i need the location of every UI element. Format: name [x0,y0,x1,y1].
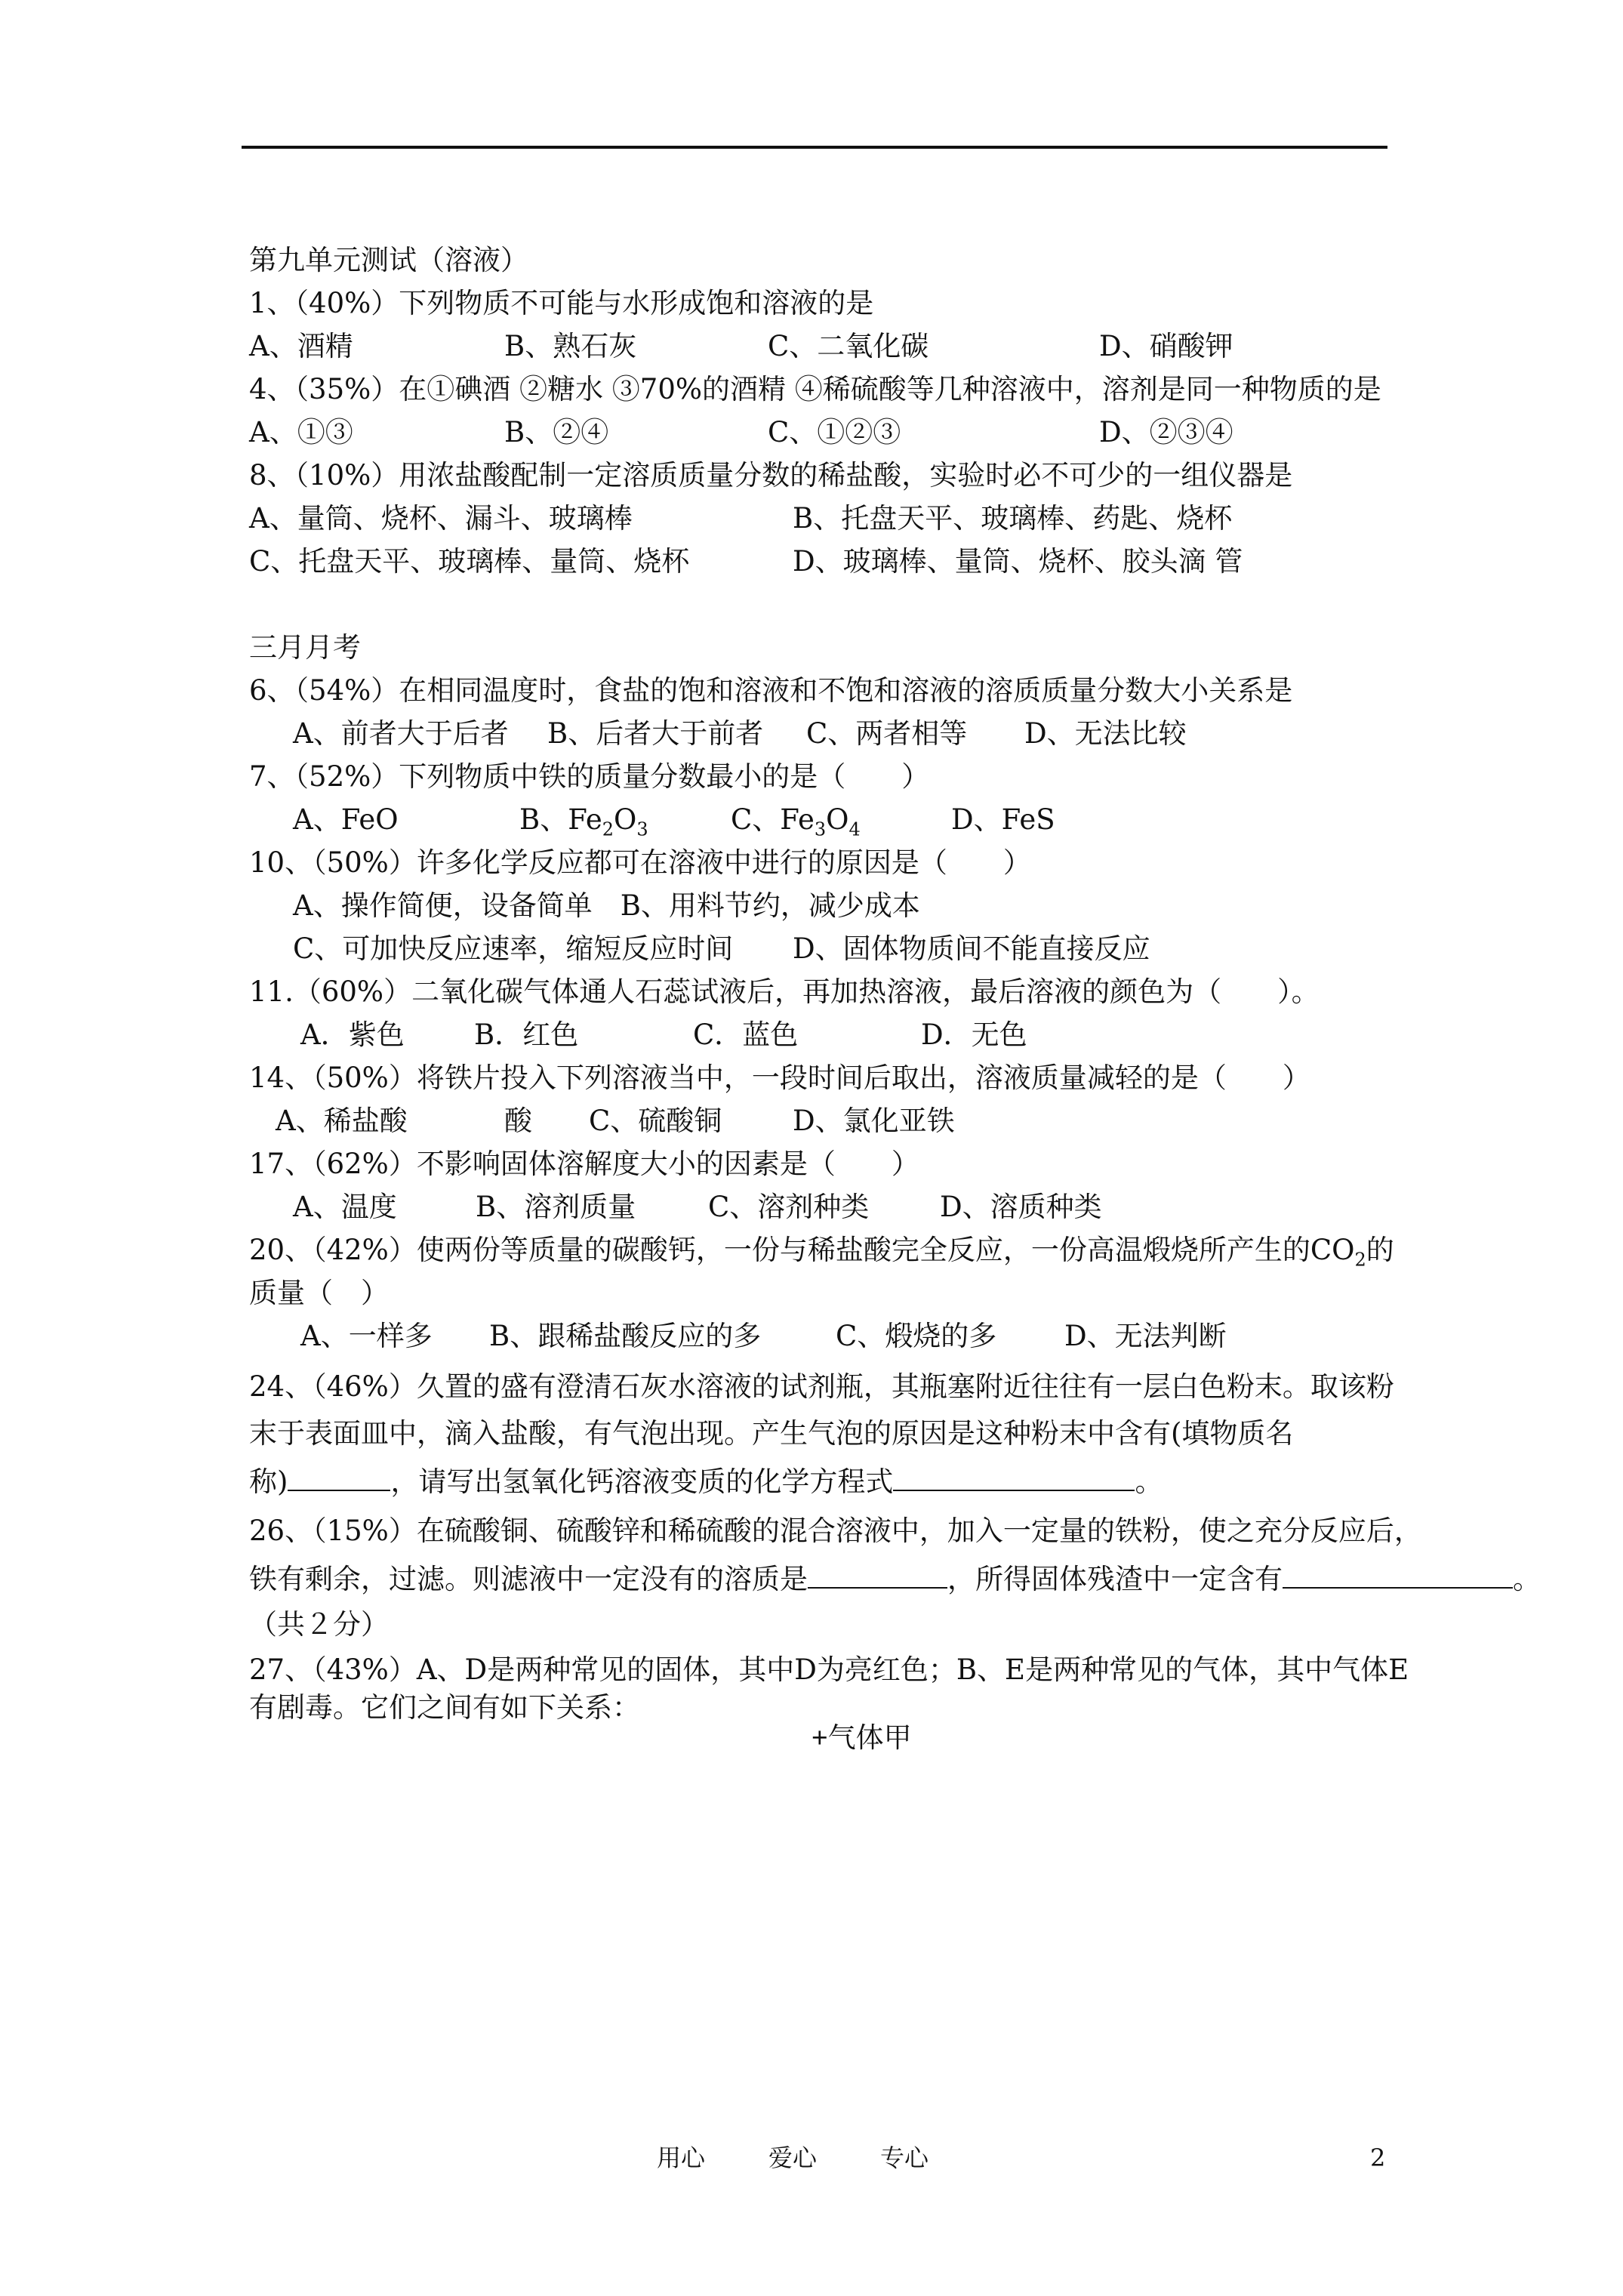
q4-option-a: A、①③ [249,416,353,448]
q6-option-d: D、无法比较 [1024,717,1187,750]
q10-option-c: C、可加快反应速率，缩短反应时间 [293,932,734,965]
question-27-line-2: 有剧毒。它们之间有如下关系： [249,1691,640,1724]
q17-option-c: C、溶剂种类 [708,1191,870,1223]
answer-blank[interactable] [1283,1561,1513,1589]
q4-option-c: C、①②③ [768,416,901,448]
question-26-line-1: 26、（15%）在硫酸铜、硫酸锌和稀硫酸的混合溶液中，加入一定量的铁粉，使之充分反应后， [249,1515,1422,1547]
q7-option-d: D、FeS [951,803,1055,836]
question-17-stem: 17、（62%）不影响固体溶解度大小的因素是（ ） [249,1148,919,1180]
question-8-stem: 8、（10%）用浓盐酸配制一定溶质质量分数的稀盐酸，实验时必不可少的一组仪器是 [249,459,1293,492]
q14-option-b: 酸 [504,1105,532,1137]
q1-option-c: C、二氧化碳 [768,330,929,362]
q1-option-d: D、硝酸钾 [1099,330,1233,362]
q6-option-b: B、后者大于前者 [547,717,764,750]
q8-option-d: D、玻璃棒、量筒、烧杯、胶头滴 管 [793,545,1243,578]
q7-option-b: B、$Fe_2O_3$ [519,803,648,840]
question-11-stem: 11.（60%）二氧化碳气体通人石蕊试液后，再加热溶液，最后溶液的颜色为（ ）。 [249,975,1320,1008]
q20-option-b: B、跟稀盐酸反应的多 [489,1320,762,1352]
q7-option-a: A、FeO [293,803,399,836]
q10-option-d: D、固体物质间不能直接反应 [793,932,1150,965]
question-7-stem: 7、（52%）下列物质中铁的质量分数最小的是（ ） [249,760,930,793]
question-27-line-1: 27、（43%）A、D是两种常见的固体，其中D为亮红色；B、E是两种常见的气体，其中气体E [249,1653,1409,1686]
q20-option-c: C、煅烧的多 [836,1320,997,1352]
q14-option-a: A、稀盐酸 [276,1105,408,1137]
section-title-march: 三月月考 [249,631,361,664]
q6-option-c: C、两者相等 [806,717,968,750]
q8-option-a: A、量筒、烧杯、漏斗、玻璃棒 [249,502,633,535]
q11-option-c: C．蓝色 [693,1019,799,1051]
q10-options-ab: A、操作简便，设备简单 B、用料节约，减少成本 [293,889,920,922]
question-4-stem: 4、（35%）在①碘酒 ②糖水 ③70%的酒精 ④稀硫酸等几种溶液中，溶剂是同一种物质的是 [249,373,1381,405]
q7-option-c: C、$Fe_3O_4$ [731,803,861,840]
reaction-label-gas: +气体甲 [812,1722,912,1753]
header-rule [242,146,1387,149]
question-24-line-2: 末于表面皿中，滴入盐酸，有气泡出现。产生气泡的原因是这种粉末中含有(填物质名 [249,1417,1294,1450]
section-title-unit9: 第九单元测试（溶液） [249,244,528,276]
q4-option-d: D、②③④ [1099,416,1233,448]
q17-option-b: B、溶剂质量 [476,1191,636,1223]
q20-option-a: A、一样多 [300,1320,433,1352]
footer-motto-1: 用心 [657,2143,706,2172]
question-26-line-2: 铁有剩余，过滤。则滤液中一定没有的溶质是 ，所得固体残渣中一定含有 。 [249,1563,1541,1595]
q1-option-a: A、酒精 [249,330,353,362]
question-10-stem: 10、（50%）许多化学反应都可在溶液中进行的原因是（ ） [249,846,1031,879]
question-20-stem-cont: 质量（ ） [249,1277,389,1309]
q17-option-a: A、温度 [293,1191,397,1223]
answer-blank[interactable] [893,1464,1135,1491]
q11-option-a: A．紫色 [300,1019,405,1051]
answer-blank[interactable] [288,1464,390,1491]
q14-option-d: D、氯化亚铁 [793,1105,955,1137]
answer-blank[interactable] [808,1561,947,1589]
q4-option-b: B、②④ [504,416,609,448]
question-24-line-3: 称) ，请写出氢氧化钙溶液变质的化学方程式 。 [249,1465,1163,1498]
footer-motto-2: 爱心 [768,2143,818,2172]
question-1-stem: 1、（40%）下列物质不可能与水形成饱和溶液的是 [249,287,874,319]
question-26-points: （共２分） [249,1608,389,1641]
q17-option-d: D、溶质种类 [940,1191,1102,1223]
question-20-stem: 20、（42%）使两份等质量的碳酸钙，一份与稀盐酸完全反应，一份高温煅烧所产生的$CO_2$的 [249,1234,1394,1271]
page-number: 2 [1370,2143,1386,2172]
q14-option-c: C、硫酸铜 [589,1105,722,1137]
question-14-stem: 14、（50%）将铁片投入下列溶液当中，一段时间后取出，溶液质量减轻的是（ ） [249,1062,1310,1094]
q11-option-d: D．无色 [921,1019,1027,1051]
footer-motto-3: 专心 [880,2143,929,2172]
q8-option-b: B、托盘天平、玻璃棒、药匙、烧杯 [793,502,1233,535]
q6-option-a: A、前者大于后者 [293,717,509,750]
question-6-stem: 6、（54%）在相同温度时，食盐的饱和溶液和不饱和溶液的溶质质量分数大小关系是 [249,674,1293,707]
q11-option-b: B．红色 [474,1019,579,1051]
q1-option-b: B、熟石灰 [504,330,637,362]
question-24-line-1: 24、（46%）久置的盛有澄清石灰水溶液的试剂瓶，其瓶塞附近往往有一层白色粉末。取该粉 [249,1370,1394,1403]
q8-option-c: C、托盘天平、玻璃棒、量筒、烧杯 [249,545,690,578]
q20-option-d: D、无法判断 [1064,1320,1227,1352]
